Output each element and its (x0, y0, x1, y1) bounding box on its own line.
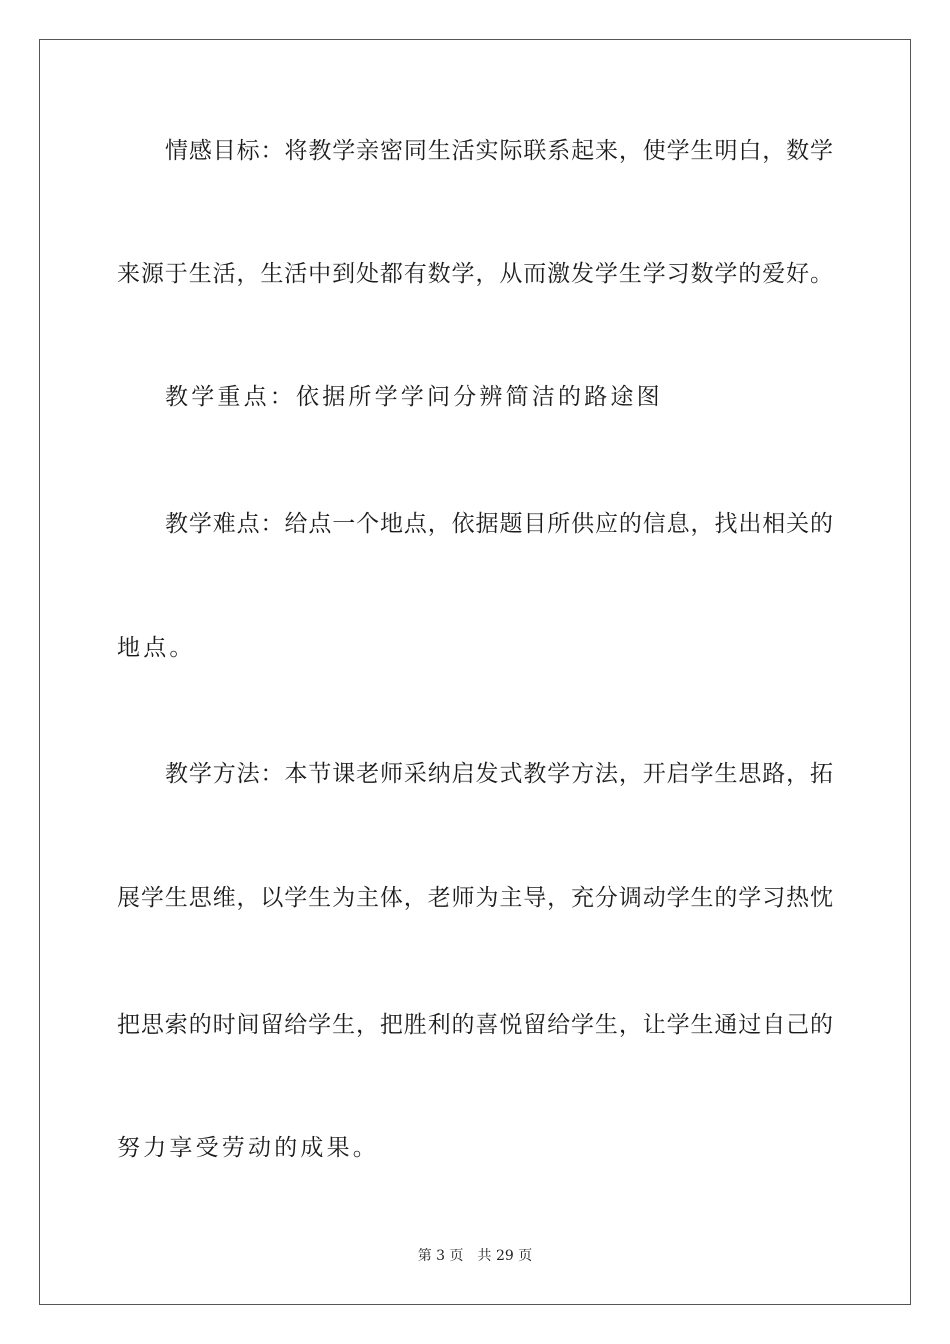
paragraph-line: 地点。 (117, 635, 196, 661)
paragraph-line: 情感目标：将教学亲密同生活实际联系起来，使学生明白，数学 (165, 138, 833, 164)
paragraph-line: 来源于生活，生活中到处都有数学，从而激发学生学习数学的爱好。 (117, 261, 833, 287)
paragraph-line: 努力享受劳动的成果。 (117, 1135, 379, 1161)
paragraph-line: 教学重点：依据所学学问分辨简洁的路途图 (165, 384, 663, 410)
paragraph-line: 展学生思维，以学生为主体，老师为主导，充分调动学生的学习热忱 (117, 885, 833, 911)
paragraph-line: 教学难点：给点一个地点，依据题目所供应的信息，找出相关的 (165, 511, 833, 537)
paragraph-line: 教学方法：本节课老师采纳启发式教学方法，开启学生思路，拓 (165, 761, 833, 787)
page-number: 第 3 页 共 29 页 (417, 1248, 533, 1264)
paragraph-line: 把思索的时间留给学生，把胜利的喜悦留给学生，让学生通过自己的 (117, 1012, 833, 1038)
page-border (39, 39, 911, 1305)
